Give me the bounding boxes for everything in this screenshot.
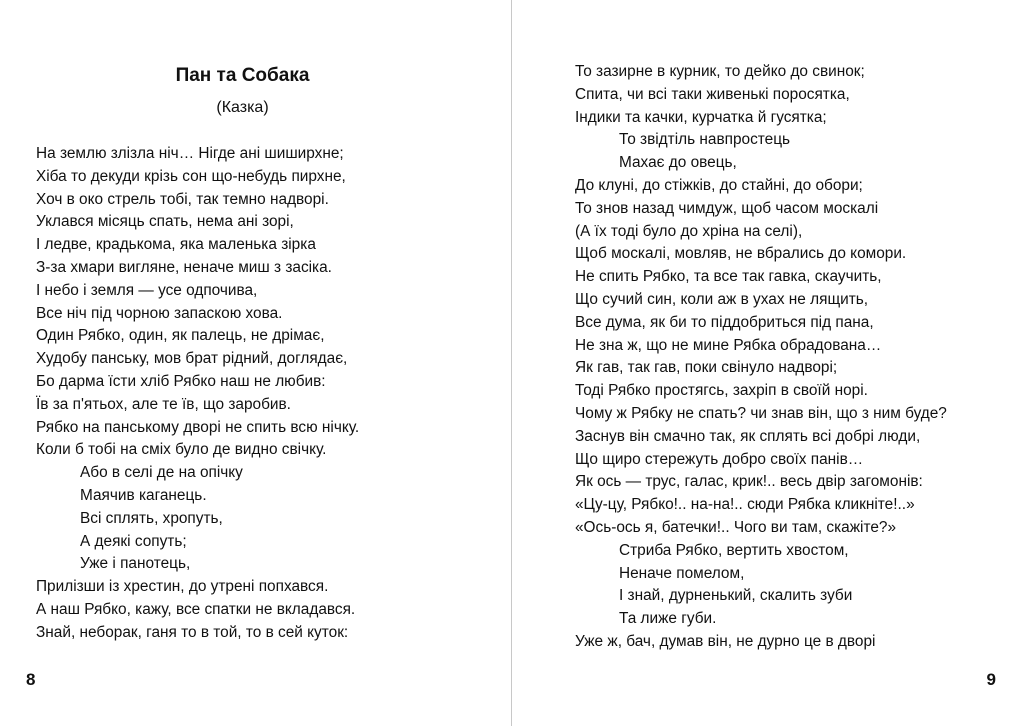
poem-line: Чому ж Рябку не спать? чи знав він, що з ним буде? <box>575 404 947 422</box>
poem-line: Все дума, як би то піддобриться під пана, <box>575 313 874 331</box>
poem-title: Пан та Собака <box>175 65 310 86</box>
right-page <box>512 0 1022 726</box>
poem-line: Уклався місяць спать, нема ані зорі, <box>36 213 294 231</box>
poem-line: Їв за п'ятьох, але те їв, що заробив. <box>36 395 291 413</box>
poem-line: Хіба то декуди крізь сон що-небудь пирхне, <box>36 167 346 185</box>
poem-subtitle: (Казка) <box>216 99 269 116</box>
poem-line: Що щиро стережуть добро своїх панів… <box>575 450 864 468</box>
poem-lines-left <box>36 143 359 645</box>
poem-line: Всі сплять, хропуть, <box>80 509 223 527</box>
poem-line: Або в селі де на опічку <box>80 464 243 482</box>
poem-line: Маячив каганець. <box>80 486 207 504</box>
poem-line: Як ось — трус, галас, крик!.. весь двір загомонів: <box>575 473 923 491</box>
poem-line: Знай, неборак, ганя то в той, то в сей куток: <box>36 623 349 641</box>
poem-line: Як гав, так гав, поки свінуло надворі; <box>575 359 838 377</box>
poem-line: Рябко на панському дворі не спить всю нічку. <box>36 418 360 436</box>
poem-line: Та лиже губи. <box>619 610 717 628</box>
poem-line: Уже ж, бач, думав він, не дурно це в дворі <box>575 632 876 650</box>
poem-line: А наш Рябко, кажу, все спатки не вкладався. <box>36 600 356 618</box>
poem-line: Хоч в око стрель тобі, так темно надворі. <box>36 190 329 208</box>
poem-line: Стриба Рябко, вертить хвостом, <box>619 541 849 559</box>
poem-line: Уже і панотець, <box>80 555 191 573</box>
poem-line: Заснув він смачно так, як сплять всі добрі люди, <box>575 427 921 445</box>
poem-line: Коли б тобі на сміх було де видно свічку. <box>36 441 327 459</box>
poem-line: Один Рябко, один, як палець, не дрімає, <box>36 327 325 345</box>
poem-line: До клуні, до стіжків, до стайні, до обори; <box>575 176 863 194</box>
poem-line: Щоб москалі, мовляв, не вбрались до комори. <box>575 245 907 263</box>
poem-line: Прилізши із хрестин, до утрені попхався. <box>36 578 329 596</box>
poem-line: Бо дарма їсти хліб Рябко наш не любив: <box>36 372 326 390</box>
page-number-right: 9 <box>986 670 996 689</box>
poem-line: «Ось-ось я, батечки!.. Чого ви там, скажіте?» <box>575 518 897 536</box>
poem-line: І знай, дурненький, скалить зуби <box>619 587 853 605</box>
poem-line: То знов назад чимдуж, щоб часом москалі <box>575 199 879 217</box>
page-number-left: 8 <box>26 670 36 689</box>
poem-line: З-за хмари вигляне, неначе миш з засіка. <box>36 258 332 276</box>
poem-line: Індики та качки, курчатка й гусятка; <box>575 108 827 126</box>
poem-line: І ледве, крадькома, яка маленька зірка <box>36 236 316 254</box>
poem-line: Що сучий син, коли аж в ухах не лящить, <box>575 290 869 308</box>
poem-line: То звідтіль навпростець <box>619 131 791 149</box>
poem-line: Не зна ж, що не мине Рябка обрадована… <box>575 336 882 354</box>
poem-line: Худобу панську, мов брат рідний, доглядає, <box>36 350 348 368</box>
poem-lines-right <box>575 61 947 654</box>
poem-line: Спита, чи всі таки живенькі поросятка, <box>575 85 850 103</box>
poem-line: Все ніч під чорною запаскою хова. <box>36 304 283 322</box>
poem-line: «Цу-цу, Рябко!.. на-на!.. сюди Рябка кликніте!..» <box>575 496 915 514</box>
poem-line: То зазирне в курник, то дейко до свинок; <box>575 63 865 80</box>
poem-line: Тоді Рябко простягсь, захріп в своїй норі. <box>575 382 868 400</box>
poem-line: А деякі сопуть; <box>80 532 187 550</box>
poem-line: І небо і земля — усе одпочива, <box>36 281 258 299</box>
poem-line: Махає до овець, <box>619 154 737 172</box>
poem-line: (А їх тоді було до хріна на селі), <box>575 222 803 240</box>
poem-line: На землю злізла ніч… Нігде ані шиширхне; <box>36 145 344 162</box>
poem-line: Неначе помелом, <box>619 564 745 582</box>
poem-line: Не спить Рябко, та все так гавка, скаучить, <box>575 268 882 286</box>
